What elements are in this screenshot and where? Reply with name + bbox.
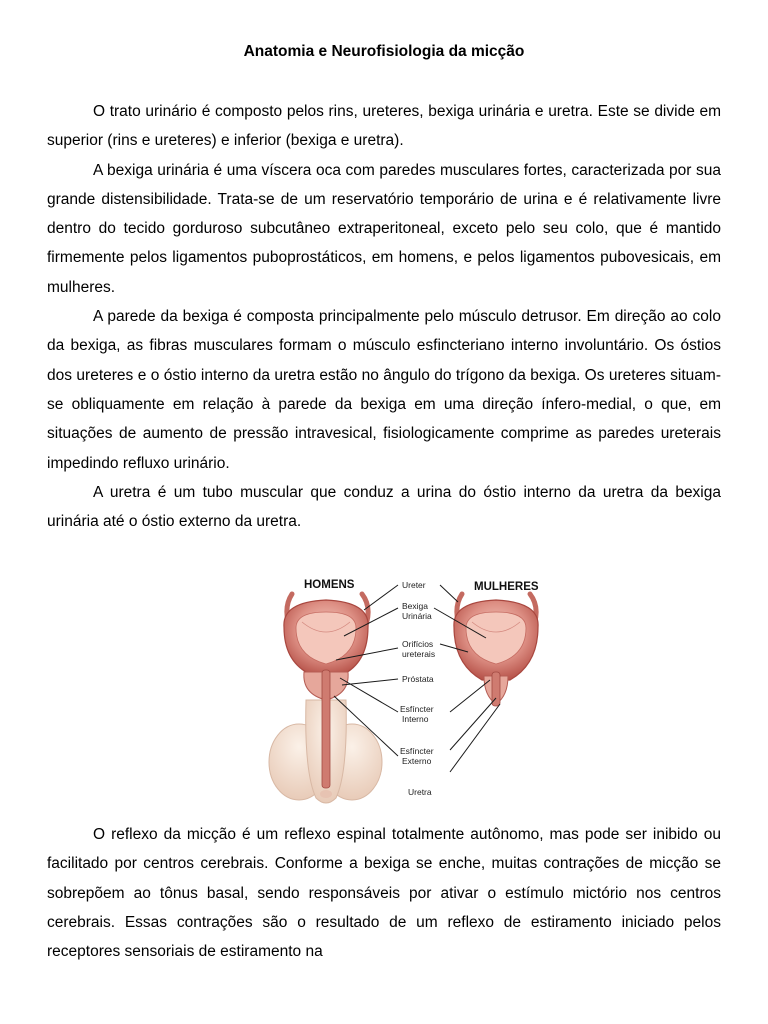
bladder-anatomy-figure bbox=[244, 572, 558, 812]
paragraph: A parede da bexiga é composta principalmente pelo músculo detrusor. Em direção ao colo da bexiga, as fibras musculares formam o músculo esfincteriano interno involuntário. Os óstios dos ureteres e o óstio interno da uretra estão no ângulo do trígono da bexiga. Os ureteres situam-se obliquamente em relação à parede da bexiga em uma direção ínfero-medial, o que, em situações de aumento de pressão intravesical, fisiologicamente comprime as paredes ureterais impedindo refluxo urinário. bbox=[47, 308, 721, 472]
body-text-before-figure bbox=[47, 97, 721, 536]
document-title: Anatomia e Neurofisiologia da micção bbox=[243, 43, 525, 60]
label-esfincter-interno-1: Esfíncter bbox=[400, 704, 434, 714]
paragraph: A bexiga urinária é uma víscera oca com paredes musculares fortes, caracterizada por sua grande distensibilidade. Trata-se de um reservatório temporário de urina e é relativamente livre dentro do tecido gorduroso subcutâneo extraperitoneal, exceto pelo seu colo, que é mantido firmemente pelos ligamentos puboprostáticos, em homens, e pelos ligamentos pubovesicais, em mulheres. bbox=[47, 161, 721, 296]
paragraph: O trato urinário é composto pelos rins, ureteres, bexiga urinária e uretra. Este se divide em superior (rins e ureteres) e inferior (bexiga e uretra). bbox=[47, 103, 721, 150]
label-prostata: Próstata bbox=[402, 674, 434, 684]
label-esfincter-externo-2: Externo bbox=[402, 756, 432, 766]
label-ureter: Ureter bbox=[402, 580, 426, 590]
figure-header-men: HOMENS bbox=[304, 579, 355, 591]
label-uretra: Uretra bbox=[408, 787, 432, 797]
female-bladder-illustration bbox=[454, 594, 538, 706]
paragraph: O reflexo da micção é um reflexo espinal totalmente autônomo, mas pode ser inibido ou facilitado por centros cerebrais. Conforme a bexiga se enche, muitas contrações de micção se sobrepõem ao tônus basal, sendo responsáveis por ativar o estímulo mictório nos centros cerebrais. Essas contrações são o resultado de um reflexo de estiramento iniciado pelos receptores sensoriais de estiramento na bbox=[47, 826, 721, 961]
label-bexiga: Bexiga bbox=[402, 601, 428, 611]
label-ureterais: ureterais bbox=[402, 649, 436, 659]
figure-header-women: MULHERES bbox=[474, 581, 539, 593]
label-esfincter-interno-2: Interno bbox=[402, 714, 429, 724]
label-urinaria: Urinária bbox=[402, 611, 432, 621]
body-text-after-figure bbox=[47, 820, 721, 966]
label-orificios: Orifícios bbox=[402, 639, 434, 649]
label-esfincter-externo-1: Esfíncter bbox=[400, 746, 434, 756]
bladder-anatomy-illustration bbox=[244, 572, 558, 812]
paragraph: A uretra é um tubo muscular que conduz a urina do óstio interno da uretra da bexiga urinária até o óstio externo da uretra. bbox=[47, 483, 721, 531]
